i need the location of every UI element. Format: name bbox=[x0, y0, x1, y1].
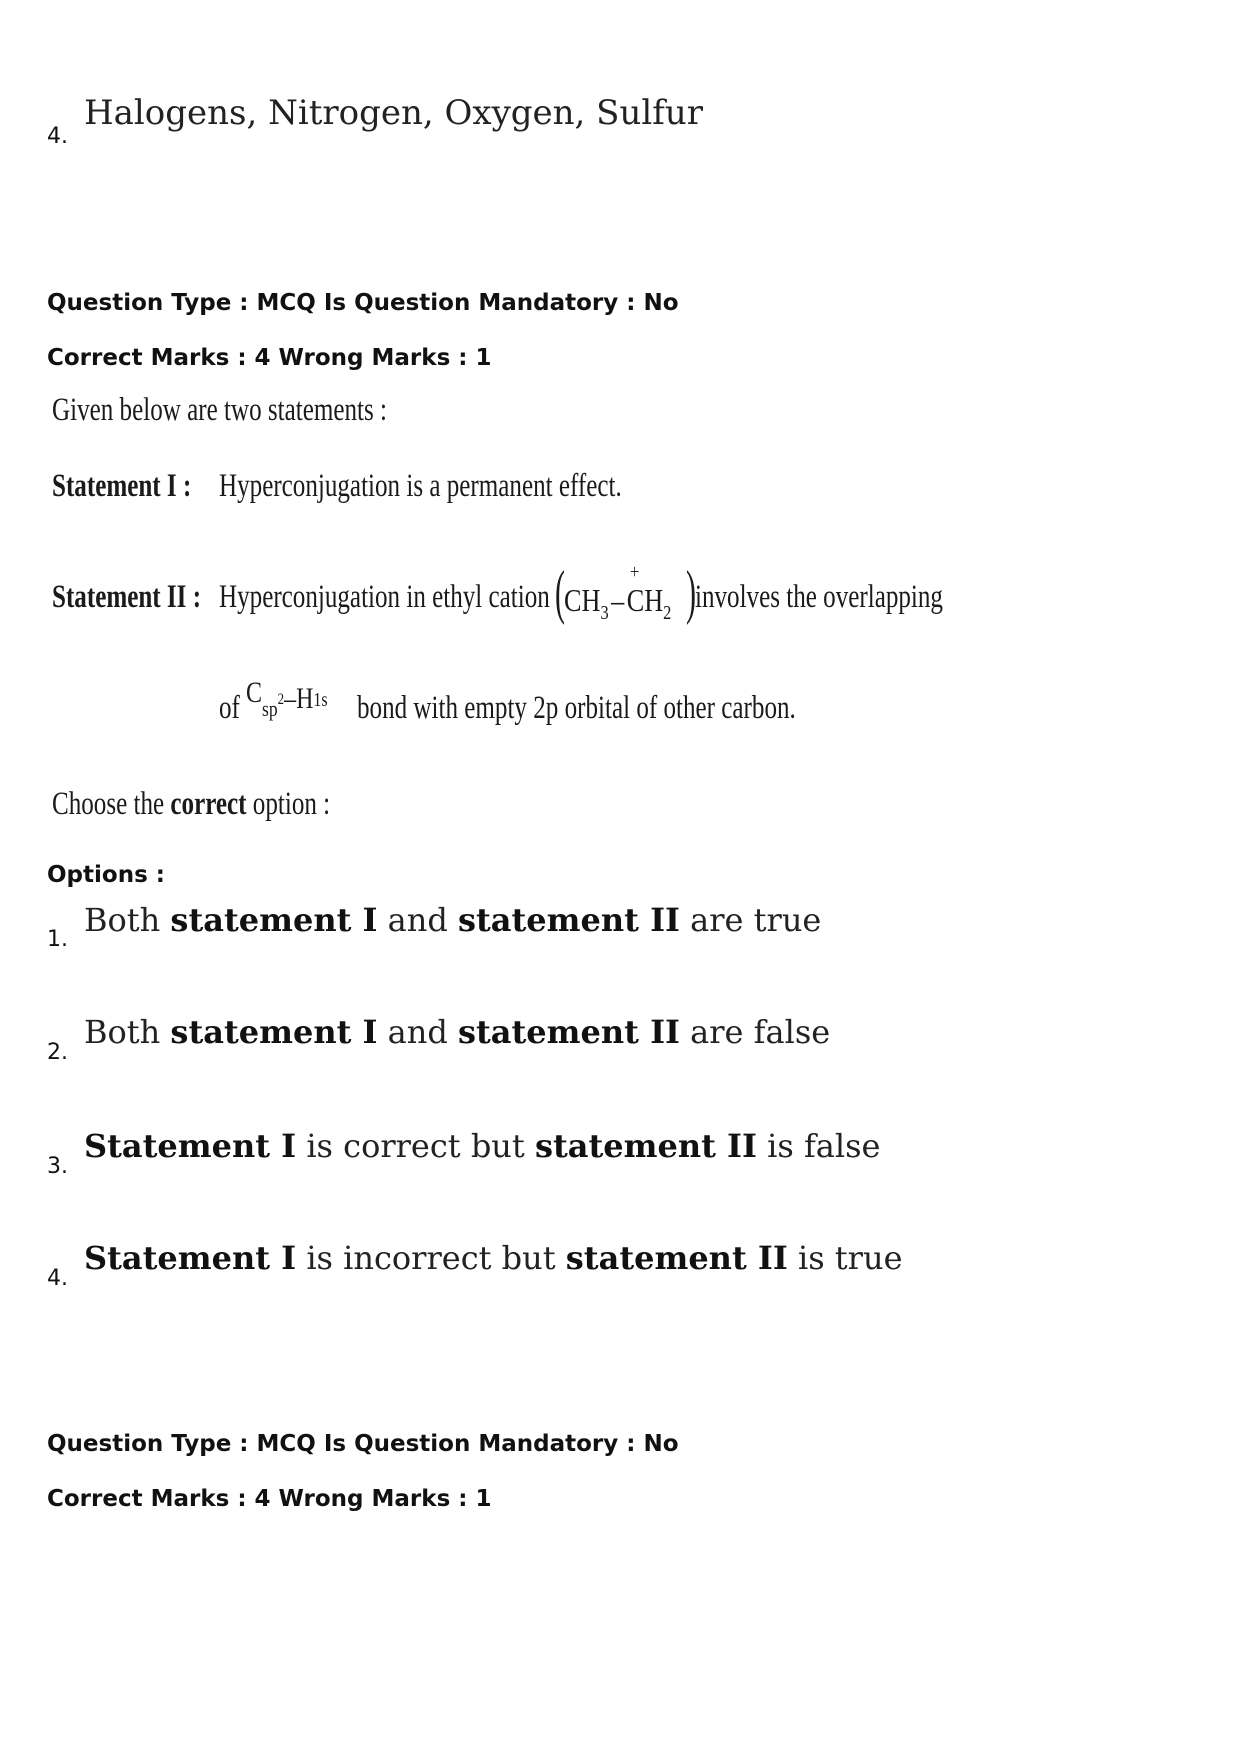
option-4-part-5: is true bbox=[787, 1239, 903, 1277]
option-2-part-1: Both bbox=[84, 1013, 171, 1051]
prev-option-4-text: Halogens, Nitrogen, Oxygen, Sulfur bbox=[84, 93, 703, 133]
option-3-number: 3. bbox=[47, 1154, 68, 1179]
option-2-part-2: statement I bbox=[170, 1013, 378, 1051]
option-4-part-2: Statement I bbox=[84, 1239, 297, 1277]
option-1-part-4: statement II bbox=[457, 901, 680, 939]
bond-sup-2: 2 bbox=[277, 691, 285, 708]
option-1-text bbox=[84, 901, 822, 939]
formula-ch: CH bbox=[563, 581, 601, 618]
statement-2-text-b: involves the overlapping bbox=[695, 579, 943, 615]
option-2-part-5: are false bbox=[680, 1013, 831, 1051]
option-3-part-2: Statement I bbox=[84, 1127, 297, 1165]
option-2-part-4: statement II bbox=[457, 1013, 680, 1051]
choose-text-a: Choose the bbox=[52, 786, 165, 822]
ethyl-cation-formula bbox=[550, 559, 701, 632]
next-question-marks-line: Correct Marks : 4 Wrong Marks : 1 bbox=[47, 1486, 492, 1512]
statement-2-text-a: Hyperconjugation in ethyl cation bbox=[219, 579, 550, 615]
close-paren: ) bbox=[685, 559, 696, 625]
formula-c-plus bbox=[626, 560, 645, 619]
statement-1-label-text: Statement I : bbox=[52, 468, 192, 504]
statement-1-text: Hyperconjugation is a permanent effect. bbox=[219, 468, 622, 504]
next-question-type-line: Question Type : MCQ Is Question Mandatory : No bbox=[47, 1431, 679, 1457]
option-4-number: 4. bbox=[47, 1266, 68, 1291]
open-paren: ( bbox=[554, 559, 565, 625]
bond-dash-h: –H bbox=[284, 682, 314, 715]
choose-correct-option bbox=[52, 788, 330, 821]
statement-2-text-c: bond with empty 2p orbital of other carbon. bbox=[357, 690, 796, 726]
option-4-part-3: is incorrect but bbox=[296, 1239, 566, 1277]
question-type-line: Question Type : MCQ Is Question Mandatory : No bbox=[47, 290, 679, 316]
bond-1s: 1s bbox=[313, 689, 328, 711]
formula-body bbox=[563, 560, 672, 624]
formula-plus: + bbox=[629, 560, 640, 583]
question-marks-line: Correct Marks : 4 Wrong Marks : 1 bbox=[47, 345, 492, 371]
bond-sp: sp bbox=[262, 696, 278, 721]
bond-c: C bbox=[246, 676, 263, 709]
choose-text-bold: correct bbox=[170, 786, 247, 822]
option-4-part-4: statement II bbox=[565, 1239, 788, 1277]
option-3-part-5: is false bbox=[756, 1127, 881, 1165]
statement-1-label bbox=[52, 470, 191, 503]
option-2-text bbox=[84, 1013, 831, 1051]
bond-notation bbox=[246, 676, 328, 722]
formula-c: C bbox=[626, 581, 645, 618]
options-label: Options : bbox=[47, 862, 165, 888]
option-1-number: 1. bbox=[47, 927, 68, 952]
option-3-text bbox=[84, 1127, 881, 1165]
statement-2-label-text: Statement II : bbox=[52, 579, 202, 615]
formula-sub-2: 2 bbox=[663, 601, 672, 624]
statement-2-of: of bbox=[219, 690, 240, 726]
statement-2-label bbox=[52, 581, 201, 614]
option-1-part-5: are true bbox=[680, 901, 822, 939]
choose-text-b: option : bbox=[252, 786, 331, 822]
formula-sub-3: 3 bbox=[600, 601, 609, 624]
option-3-part-4: statement II bbox=[534, 1127, 757, 1165]
option-2-part-3: and bbox=[377, 1013, 458, 1051]
option-4-text bbox=[84, 1239, 903, 1277]
option-1-part-2: statement I bbox=[170, 901, 378, 939]
option-3-part-3: is correct but bbox=[296, 1127, 535, 1165]
formula-h: H bbox=[644, 581, 664, 618]
option-1-part-1: Both bbox=[84, 901, 171, 939]
option-2-number: 2. bbox=[47, 1040, 68, 1065]
prev-option-4-number: 4. bbox=[47, 124, 68, 149]
option-1-part-3: and bbox=[377, 901, 458, 939]
formula-dash: – bbox=[611, 581, 625, 618]
question-intro: Given below are two statements : bbox=[52, 392, 388, 428]
